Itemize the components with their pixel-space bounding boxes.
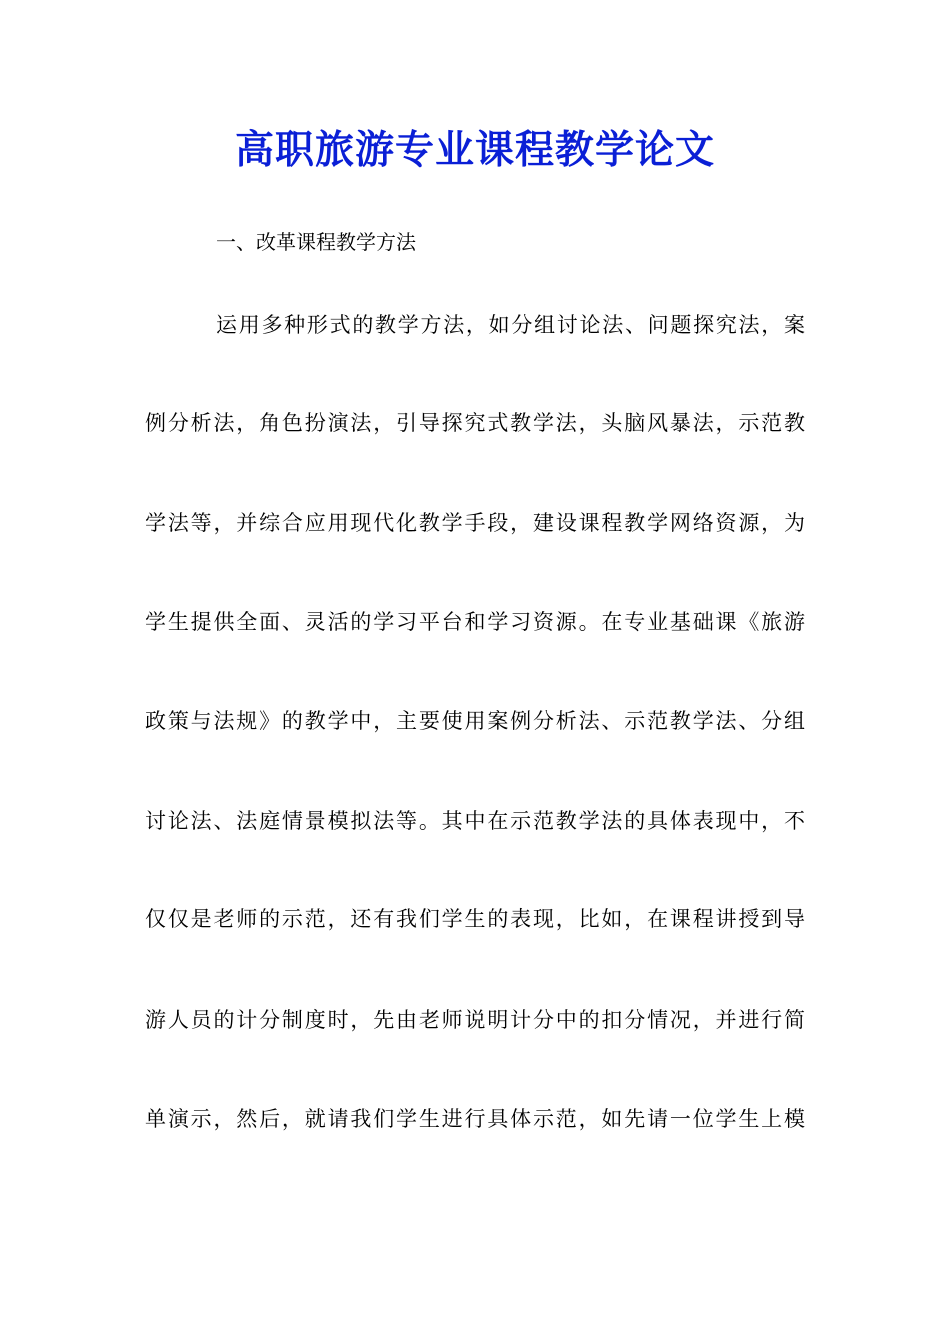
paragraph-line: 学生提供全面、灵活的学习平台和学习资源。在专业基础课《旅游 (145, 610, 805, 634)
paragraph-line: 游人员的计分制度时，先由老师说明计分中的扣分情况，并进行简 (145, 1008, 805, 1032)
paragraph-line: 运用多种形式的教学方法，如分组讨论法、问题探究法，案 (216, 313, 805, 337)
paragraph-line: 政策与法规》的教学中，主要使用案例分析法、示范教学法、分组 (145, 709, 805, 733)
section-heading: 一、改革课程教学方法 (216, 230, 416, 254)
paragraph-line: 讨论法、法庭情景模拟法等。其中在示范教学法的具体表现中，不 (145, 809, 805, 833)
paragraph-line: 例分析法，角色扮演法，引导探究式教学法，头脑风暴法，示范教 (145, 411, 805, 435)
document-title: 高职旅游专业课程教学论文 (234, 127, 715, 173)
paragraph-line: 单演示，然后，就请我们学生进行具体示范，如先请一位学生上模 (145, 1107, 805, 1131)
paragraph-line: 仅仅是老师的示范，还有我们学生的表现，比如，在课程讲授到导 (145, 907, 805, 931)
paragraph-line: 学法等，并综合应用现代化教学手段，建设课程教学网络资源，为 (145, 511, 805, 535)
